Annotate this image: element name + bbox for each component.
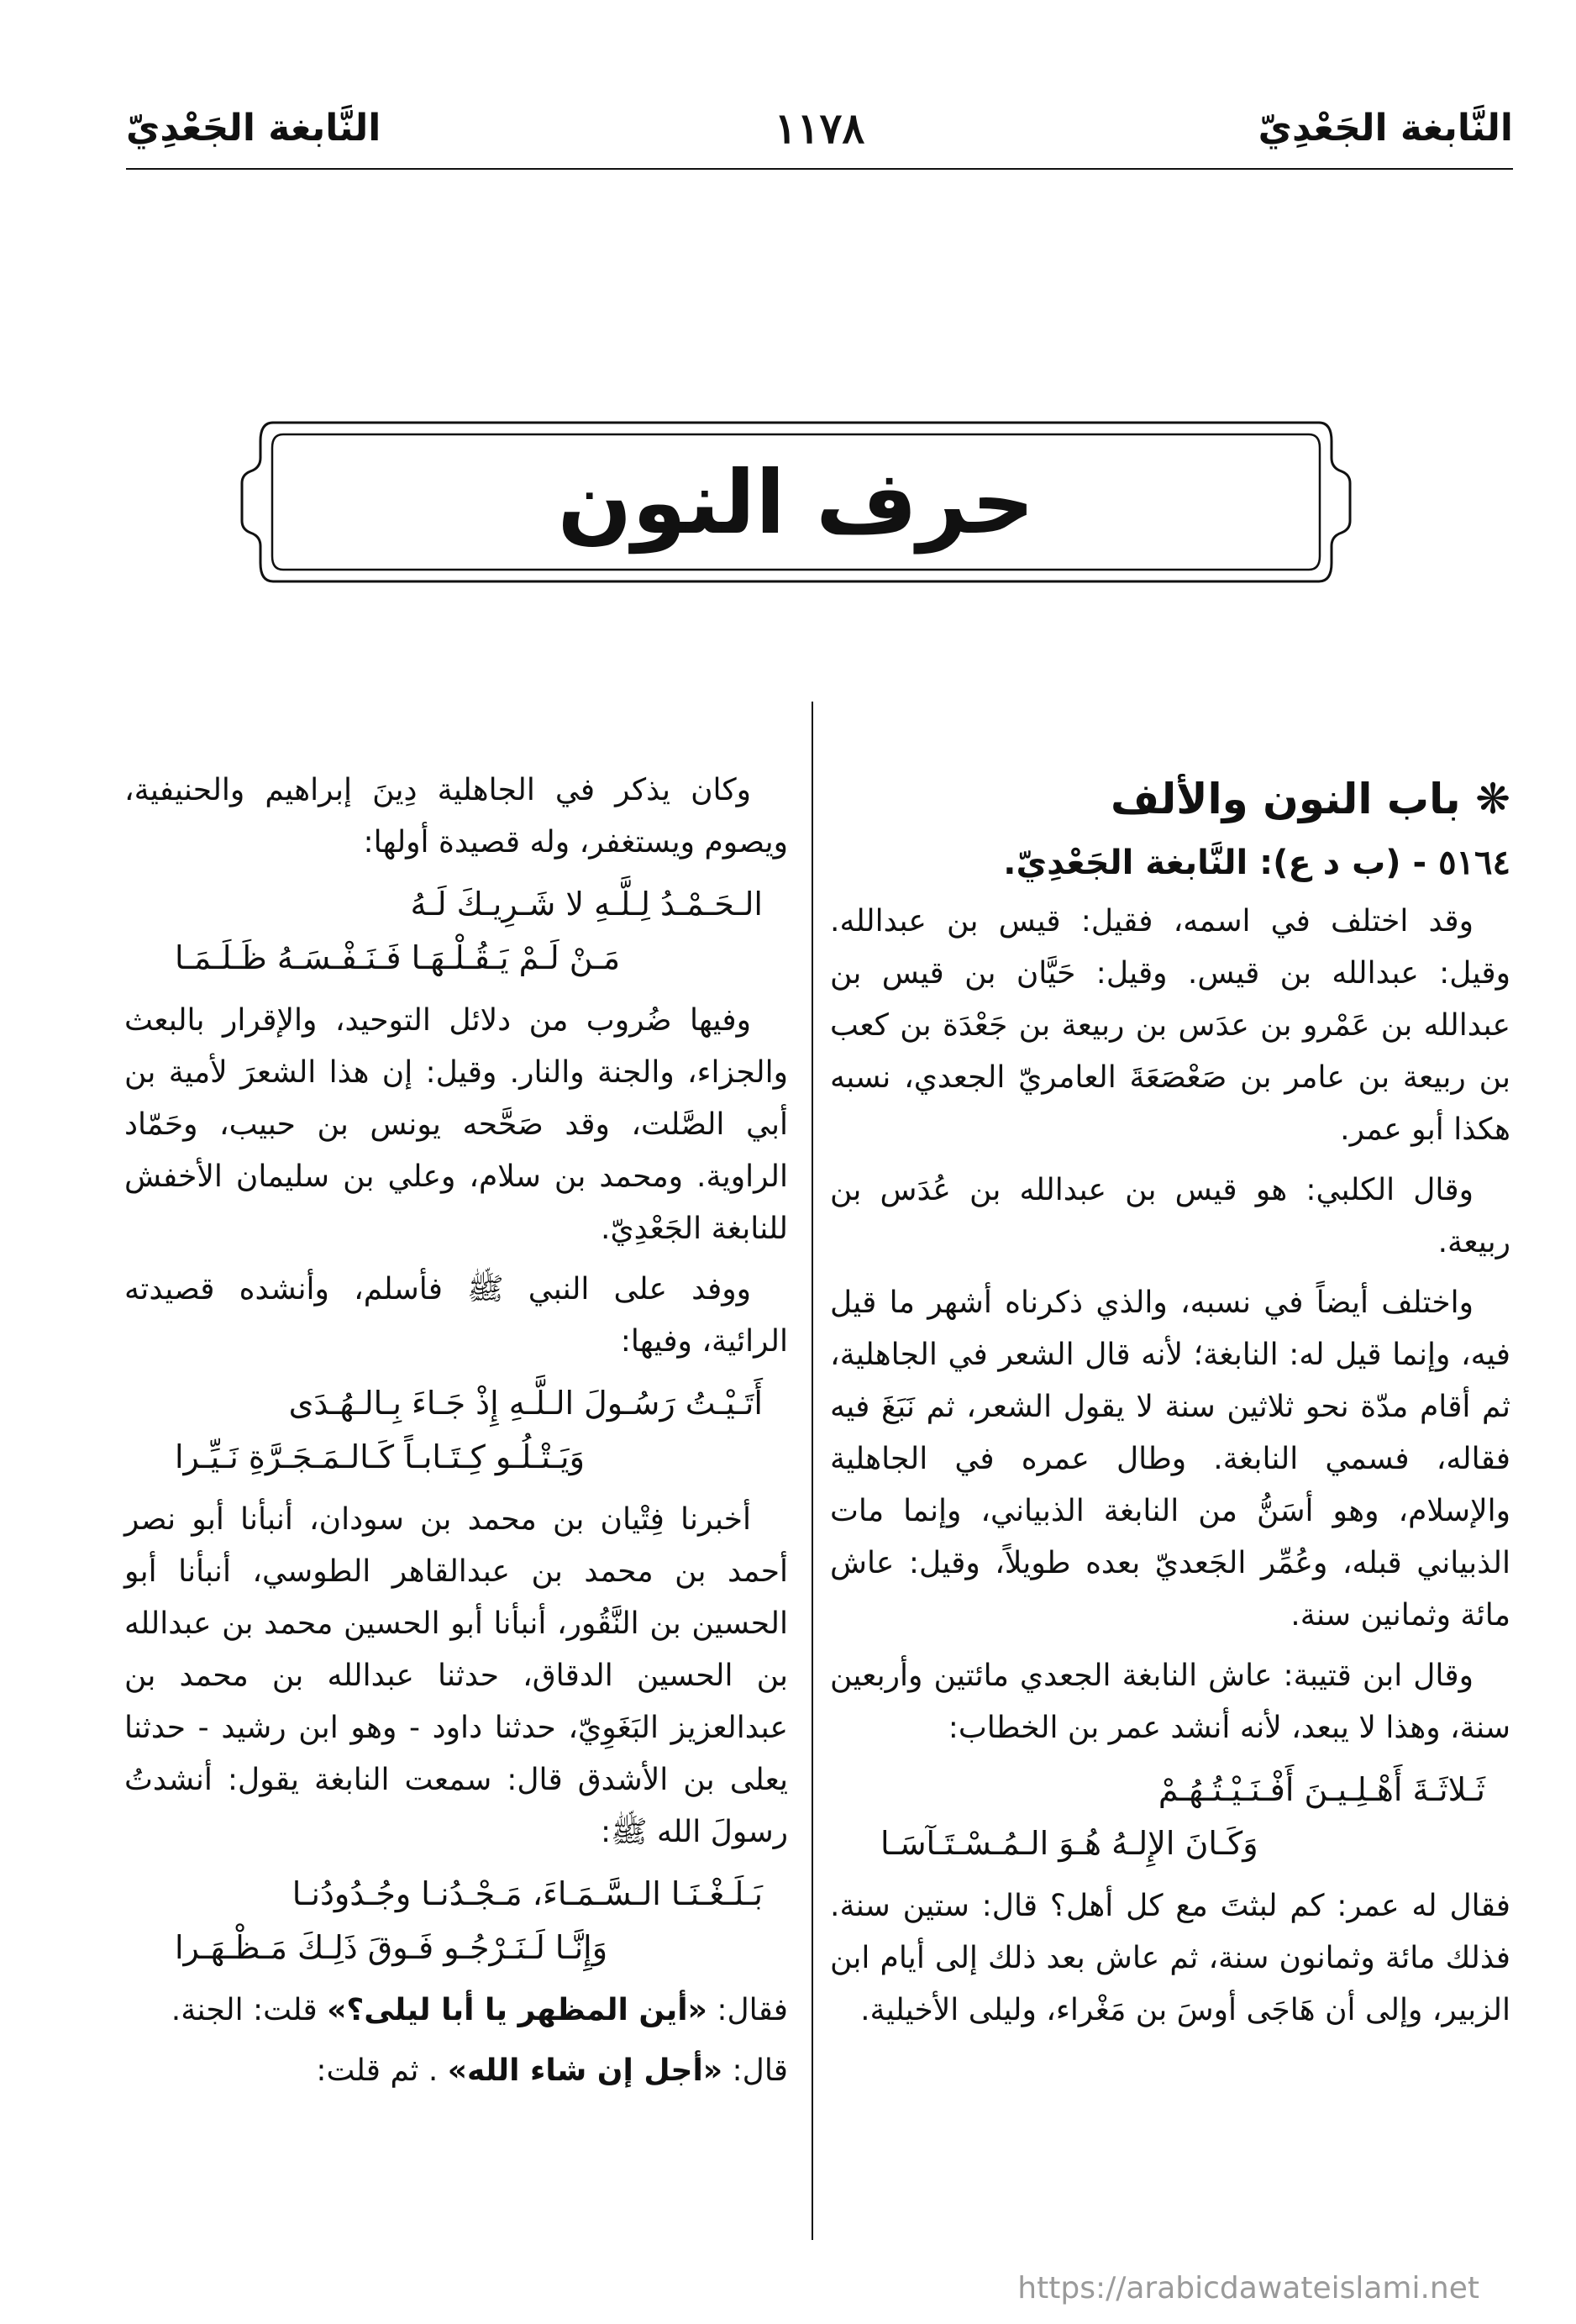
entry-heading bbox=[830, 837, 1510, 889]
paragraph: وكان يذكر في الجاهلية دِينَ إبراهيم والحنيفية، ويصوم ويستغفر، وله قصيدة أولها: bbox=[124, 773, 788, 860]
verse-hemistich: وَيَـتْـلُـو كِـتَـابـاً كَـالـمَـجَـرَّةِ نَـيِّـرا bbox=[175, 1438, 585, 1475]
paragraph: أخبرنا فِتْيان بن محمد بن سودان، أنبأنا أبو نصر أحمد بن محمد بن عبدالقاهر الطوسي، أنبأنا أبو الحسين بن النَّقُور، أنبأنا أبو الحسين محمد بن عبدالله بن الحسين الدقاق، حدثنا عبدالله بن محمد بن عبدالعزيز البَغَوِيّ، حدثنا داود - وهو ابن رشيد - حدثنا يعلى بن الأشدق قال: سمعت النابغة يقول: أنشدتُ رسولَ الله ﷺ: bbox=[124, 1502, 788, 1849]
text-span: قال: bbox=[732, 2053, 788, 2088]
paragraph: وقد اختلف في اسمه، فقيل: قيس بن عبدالله. وقيل: عبدالله بن قيس. وقيل: حَيَّان بن قيس بن عبدالله بن عَمْرو بن عدَس بن ربيعة بن جَعْدَة بن كعب بن ربيعة بن عامر بن صَعْصَعَةَ العامريّ الجعدي، نسبه هكذا أبو عمر. bbox=[830, 904, 1510, 1147]
text-span: . ثم قلت: bbox=[316, 2053, 439, 2088]
section-title-frame bbox=[239, 416, 1353, 588]
verse-hemistich: بَـلَـغْـنَـا الـسَّـمَـاءَ، مَـجْـدُنـا وجُـدُودُنـا bbox=[292, 1875, 763, 1912]
paragraph: وقال الكلبي: هو قيس بن عبدالله بن عُدَس بن ربيعة. bbox=[830, 1173, 1510, 1259]
verse bbox=[124, 1867, 788, 1974]
entry-title: - (ب د ع): النَّابغة الجَعْدِيّ. bbox=[1003, 844, 1427, 882]
hadith-quote: «أين المظهر يا أبا ليلى؟» bbox=[327, 1993, 707, 2027]
verse bbox=[124, 877, 788, 985]
right-column bbox=[830, 765, 1510, 2253]
left-column bbox=[124, 765, 788, 2253]
text-span: قلت: الجنة. bbox=[171, 1993, 318, 2027]
paragraph: ووفد على النبي ﷺ فأسلم، وأنشده قصيدته الرائية، وفيها: bbox=[124, 1272, 788, 1359]
running-title-right: النَّابغة الجَعْدِيّ bbox=[1258, 107, 1513, 150]
watermark-url: https://arabicdawateislami.net bbox=[1017, 2271, 1479, 2306]
column-divider bbox=[812, 702, 813, 2240]
paragraph bbox=[124, 2045, 788, 2097]
paragraph: فقال له عمر: كم لبثتَ مع كل أهل؟ قال: ستين سنة. فذلك مائة وثمانون سنة، ثم عاش بعد ذلك إلى أيام ابن الزبير، وإلى أن هَاجَى أوسَ بن مَغْراء، وليلى الأخيلية. bbox=[830, 1889, 1510, 2027]
verse-hemistich: وَإِنَّـا لَـنَـرْجُـو فَـوقَ ذَلِـكَ مَـظْـهَـرا bbox=[175, 1929, 608, 1966]
verse-hemistich: مَـنْ لَـمْ يَـقُـلْـهَـا فَـنَـفْـسَـهُ ظَـلَـمَـا bbox=[175, 939, 621, 976]
verse bbox=[124, 1376, 788, 1484]
verse-hemistich: الـحَـمْـدُ لِـلَّـهِ لا شَـرِيـكَ لَـهُ bbox=[410, 886, 763, 923]
section-title: حرف النون bbox=[557, 450, 1035, 554]
page-number: ١١٧٨ bbox=[774, 103, 865, 153]
paragraph: وفيها ضُروب من دلائل التوحيد، والإقرار بالبعث والجزاء، والجنة والنار. وقيل: إن هذا الشعرَ لأمية بن أبي الصَّلت، وقد صَحَّحه يونس بن حبيب، وحَمّاد الراوية. ومحمد بن سلام، وعلي بن سليمان الأخفش للنابغة الجَعْدِيّ. bbox=[124, 1003, 788, 1246]
running-title-left: النَّابغة الجَعْدِيّ bbox=[126, 107, 381, 150]
paragraph bbox=[124, 1985, 788, 2037]
paragraph: واختلف أيضاً في نسبه، والذي ذكرناه أشهر ما قيل فيه، وإنما قيل له: النابغة؛ لأنه قال الشعر في الجاهلية، ثم أقام مدّة نحو ثلاثين سنة لا يقول الشعر، ثم نَبَغَ فيه فقاله، فسمي النابغة. وطال عمره في الجاهلية والإسلام، وهو أسَنُّ من النابغة الذبياني، وإنما مات الذبياني قبله، وعُمِّر الجَعديّ بعده طويلاً، وقيل: عاش مائة وثمانين سنة. bbox=[830, 1286, 1510, 1633]
verse bbox=[830, 1763, 1510, 1870]
verse-hemistich: وَكَـانَ الإِلـهُ هُـوَ الـمُـسْـتَـآسَـا bbox=[880, 1825, 1258, 1862]
chapter-heading: ❋ باب النون والألف bbox=[1110, 775, 1510, 823]
text-span: فقال: bbox=[717, 1993, 788, 2027]
entry-number: ٥١٦٤ bbox=[1438, 843, 1510, 882]
hadith-quote: «أجل إن شاء الله» bbox=[447, 2053, 723, 2088]
page-header bbox=[126, 88, 1513, 170]
paragraph: وقال ابن قتيبة: عاش النابغة الجعدي مائتين وأربعين سنة، وهذا لا يبعد، لأنه أنشد عمر بن الخطاب: bbox=[830, 1659, 1510, 1745]
verse-hemistich: أَتَـيْـتُ رَسُـولَ الـلَّـهِ إِذْ جَـاءَ بِـالـهُـدَى bbox=[288, 1385, 763, 1422]
verse-hemistich: ثَـلاثَـةَ أَهْـلِـيـنَ أَفْـنَـيْـتُـهُـمْ bbox=[1158, 1771, 1485, 1808]
